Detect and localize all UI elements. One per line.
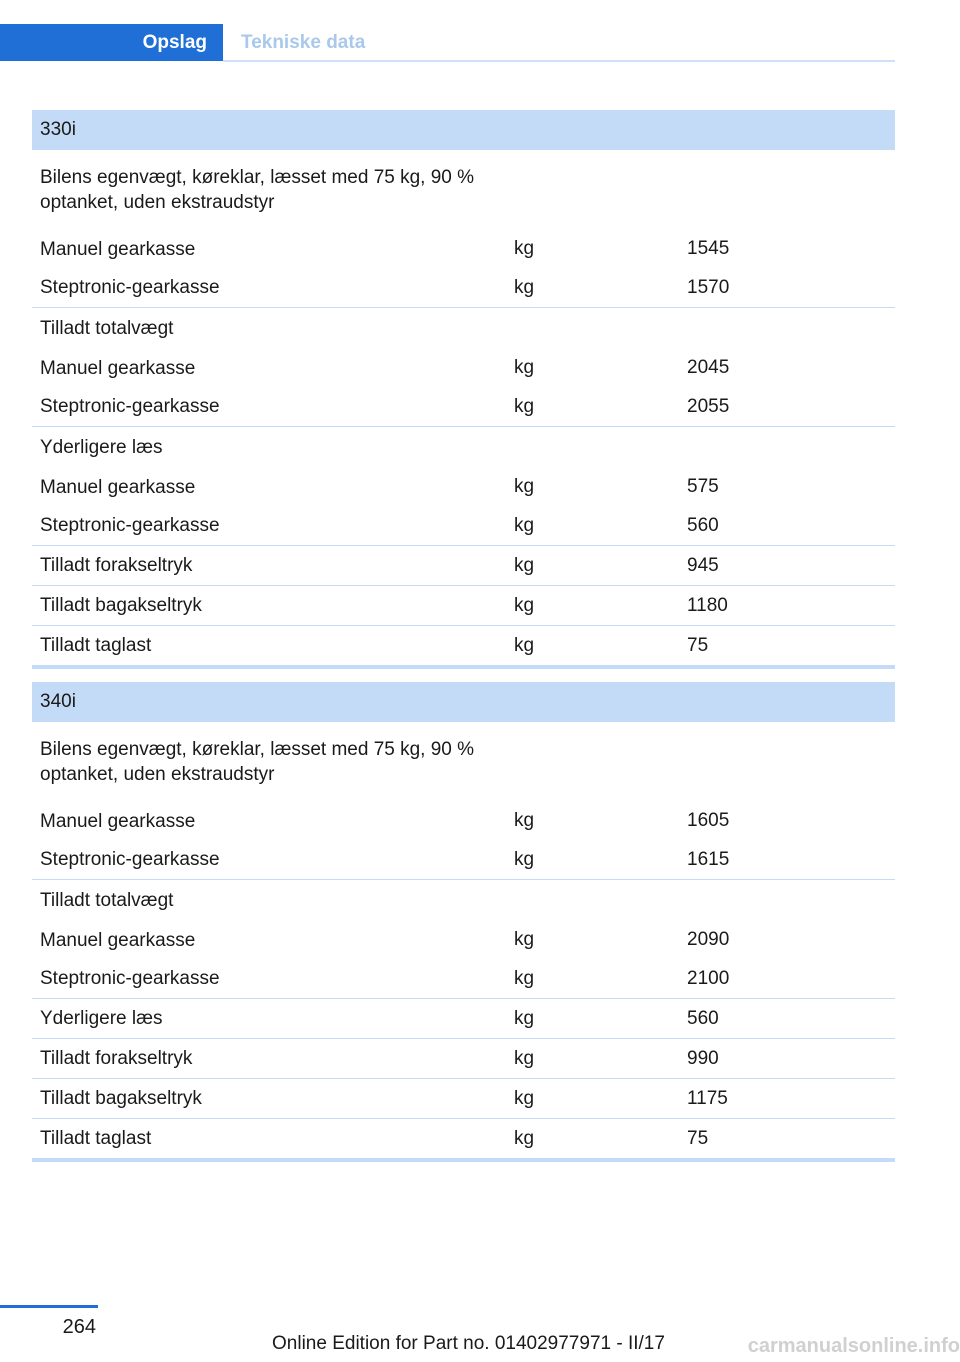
row-label: Tilladt totalvægt xyxy=(40,890,174,911)
tab-opslag[interactable]: Opslag xyxy=(0,24,223,61)
row-unit: kg xyxy=(514,395,535,417)
row-unit: kg xyxy=(514,594,535,616)
row-unit: kg xyxy=(514,1047,535,1069)
table-row xyxy=(32,150,895,230)
spec-table-330i xyxy=(32,110,895,669)
table-row xyxy=(32,268,895,308)
watermark: carmanualsonline.info xyxy=(747,1335,960,1357)
row-label: Manuel gearkasse xyxy=(40,810,196,832)
table-row xyxy=(32,349,895,387)
row-label: Manuel gearkasse xyxy=(40,476,196,498)
table-row xyxy=(32,840,895,880)
row-unit: kg xyxy=(514,357,535,378)
row-unit: kg xyxy=(514,848,535,870)
row-value: 1175 xyxy=(687,1087,728,1109)
row-label: Tilladt forakseltryk xyxy=(40,555,193,576)
row-label: Bilens egenvægt, køreklar, læsset med 75 kg, 90 % optanket, uden ekstraudstyr xyxy=(40,739,475,785)
row-label: Bilens egenvægt, køreklar, læsset med 75 kg, 90 % optanket, uden ekstraudstyr xyxy=(40,167,475,213)
row-label: Steptronic-gearkasse xyxy=(40,396,220,417)
row-unit: kg xyxy=(514,276,535,298)
table-bottom-rule xyxy=(32,665,895,669)
table-row xyxy=(32,722,895,802)
table-row xyxy=(32,506,895,546)
model-name: 330i xyxy=(40,119,76,140)
row-label: Tilladt bagakseltryk xyxy=(40,1088,202,1109)
row-label: Steptronic-gearkasse xyxy=(40,849,220,870)
row-unit: kg xyxy=(514,967,535,989)
row-value: 2055 xyxy=(687,395,730,417)
row-label: Steptronic-gearkasse xyxy=(40,277,220,298)
table-row xyxy=(32,387,895,427)
table-row xyxy=(32,230,895,268)
model-name: 340i xyxy=(40,691,76,712)
tab-underline xyxy=(223,60,895,62)
row-label: Yderligere læs xyxy=(40,1008,163,1029)
row-unit: kg xyxy=(514,1007,535,1029)
row-label: Manuel gearkasse xyxy=(40,357,196,379)
row-value: 1180 xyxy=(687,594,728,616)
table-row xyxy=(32,427,895,468)
row-unit: kg xyxy=(514,554,535,576)
table-row xyxy=(32,880,895,921)
table-row xyxy=(32,308,895,349)
row-value: 1615 xyxy=(687,848,730,870)
row-value: 1545 xyxy=(687,238,730,259)
row-value: 945 xyxy=(687,554,719,576)
row-label: Yderligere læs xyxy=(40,437,163,458)
row-unit: kg xyxy=(514,514,535,536)
table-row xyxy=(32,468,895,506)
section-tabs xyxy=(0,24,895,62)
table-header xyxy=(32,682,895,722)
tab-tekniske-data[interactable]: Tekniske data xyxy=(241,31,366,53)
row-value: 2090 xyxy=(687,929,730,950)
row-label: Steptronic-gearkasse xyxy=(40,968,220,989)
row-label: Manuel gearkasse xyxy=(40,929,196,951)
row-value: 75 xyxy=(687,1127,709,1149)
row-label: Tilladt totalvægt xyxy=(40,318,174,339)
table-row xyxy=(32,999,895,1039)
table-row xyxy=(32,586,895,626)
row-unit: kg xyxy=(514,1087,535,1109)
spec-table-340i xyxy=(32,682,895,1162)
row-value: 75 xyxy=(687,634,709,656)
row-value: 2045 xyxy=(687,357,730,378)
row-label: Tilladt taglast xyxy=(40,635,152,656)
table-row xyxy=(32,802,895,840)
row-label: Tilladt taglast xyxy=(40,1128,152,1149)
edition-text: Online Edition for Part no. 01402977971 - II/17 xyxy=(272,1333,665,1354)
row-unit: kg xyxy=(514,238,535,259)
page-number: 264 xyxy=(62,1316,96,1338)
table-row xyxy=(32,1039,895,1079)
table-bottom-rule xyxy=(32,1158,895,1162)
row-unit: kg xyxy=(514,476,535,497)
row-unit: kg xyxy=(514,929,535,950)
row-value: 1605 xyxy=(687,810,730,831)
table-row xyxy=(32,626,895,665)
row-unit: kg xyxy=(514,634,535,656)
row-value: 1570 xyxy=(687,276,730,298)
table-header xyxy=(32,110,895,150)
footer-accent-line xyxy=(0,1305,98,1308)
row-label: Steptronic-gearkasse xyxy=(40,515,220,536)
row-value: 990 xyxy=(687,1047,719,1069)
row-value: 575 xyxy=(687,476,719,497)
table-row xyxy=(32,959,895,999)
row-label: Tilladt forakseltryk xyxy=(40,1048,193,1069)
table-row xyxy=(32,546,895,586)
row-label: Tilladt bagakseltryk xyxy=(40,595,202,616)
row-value: 560 xyxy=(687,514,719,536)
row-unit: kg xyxy=(514,810,535,831)
row-value: 2100 xyxy=(687,967,730,989)
row-unit: kg xyxy=(514,1127,535,1149)
row-label: Manuel gearkasse xyxy=(40,238,196,260)
table-row xyxy=(32,1119,895,1158)
table-row xyxy=(32,1079,895,1119)
table-row xyxy=(32,921,895,959)
row-value: 560 xyxy=(687,1007,719,1029)
